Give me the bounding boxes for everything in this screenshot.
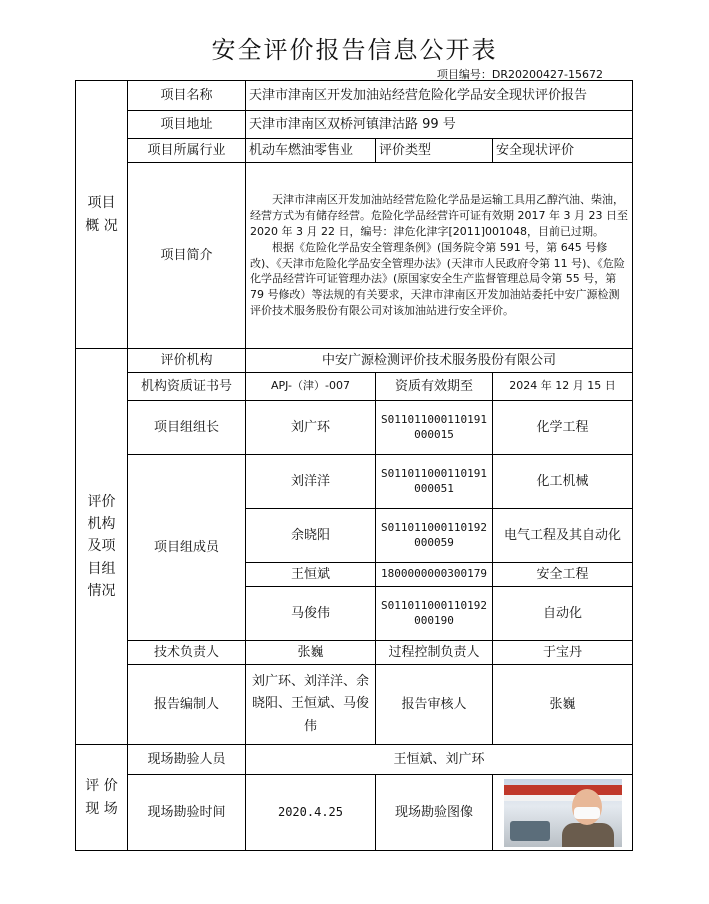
member-field: 自动化 bbox=[493, 587, 633, 641]
site-time-label: 现场勘验时间 bbox=[128, 775, 246, 851]
site-time-value: 2020.4.25 bbox=[246, 775, 376, 851]
site-image-label: 现场勘验图像 bbox=[376, 775, 493, 851]
section-overview-label: 项目 概 况 bbox=[76, 81, 128, 349]
cert-number-value: APJ-（津）-007 bbox=[246, 373, 376, 401]
project-address-value: 天津市津南区双桥河镇津沽路 99 号 bbox=[246, 111, 633, 139]
photo-person-mask bbox=[574, 807, 600, 819]
site-inspection-photo bbox=[504, 779, 622, 847]
team-leader-label: 项目组组长 bbox=[128, 401, 246, 455]
disclosure-table bbox=[75, 80, 633, 851]
project-intro-text bbox=[246, 163, 633, 349]
cert-valid-label: 资质有效期至 bbox=[376, 373, 493, 401]
site-inspectors-value: 王恒斌、刘广环 bbox=[246, 745, 633, 775]
member-name: 刘洋洋 bbox=[246, 455, 376, 509]
project-name-value: 天津市津南区开发加油站经营危险化学品安全现状评价报告 bbox=[246, 81, 633, 111]
tech-lead-label: 技术负责人 bbox=[128, 641, 246, 665]
member-field: 化工机械 bbox=[493, 455, 633, 509]
member-code: S011011000110191000051 bbox=[376, 455, 493, 509]
photo-canopy bbox=[504, 795, 622, 801]
cert-valid-value: 2024 年 12 月 15 日 bbox=[493, 373, 633, 401]
photo-car bbox=[510, 821, 550, 841]
site-photo-cell bbox=[493, 775, 633, 851]
project-intro-label: 项目简介 bbox=[128, 163, 246, 349]
member-code: 1800000000300179 bbox=[376, 563, 493, 587]
document-title: 安全评价报告信息公开表 bbox=[211, 36, 498, 64]
site-inspectors-label: 现场勘验人员 bbox=[128, 745, 246, 775]
project-industry-value: 机动车燃油零售业 bbox=[246, 139, 376, 163]
project-number: 项目编号：DR20200427-15672 bbox=[436, 68, 603, 81]
compiler-value: 刘广环、刘洋洋、余晓阳、王恒斌、马俊伟 bbox=[246, 665, 376, 745]
project-industry-label: 项目所属行业 bbox=[128, 139, 246, 163]
section-org-label: 评价 机构 及项 目组 情况 bbox=[76, 349, 128, 745]
member-field: 电气工程及其自动化 bbox=[493, 509, 633, 563]
member-code: S011011000110192000190 bbox=[376, 587, 493, 641]
eval-org-label: 评价机构 bbox=[128, 349, 246, 373]
team-leader-name: 刘广环 bbox=[246, 401, 376, 455]
intro-paragraph-2: 根据《危险化学品安全管理条例》(国务院令第 591 号，第 645 号修改)、《天津市危险化学品安全管理办法》(天津市人民政府令第 11 号)、《危险化学品经营许可证管理办法》(原国家安全生产监督管理总局令第 55 号，第 79 号修改）等法规的有关要求，天津市津南区开发加油站委托中安广源检测评价技术服务股份有限公司对该加油站进行安全评价。 bbox=[250, 240, 625, 318]
photo-person-body bbox=[562, 823, 614, 847]
tech-lead-value: 张巍 bbox=[246, 641, 376, 665]
eval-org-value: 中安广源检测评价技术服务股份有限公司 bbox=[246, 349, 633, 373]
project-name-label: 项目名称 bbox=[128, 81, 246, 111]
team-leader-field: 化学工程 bbox=[493, 401, 633, 455]
eval-type-label: 评价类型 bbox=[376, 139, 493, 163]
member-name: 余晓阳 bbox=[246, 509, 376, 563]
team-members-label: 项目组成员 bbox=[128, 455, 246, 641]
reviewer-value: 张巍 bbox=[493, 665, 633, 745]
member-field: 安全工程 bbox=[493, 563, 633, 587]
project-address-label: 项目地址 bbox=[128, 111, 246, 139]
intro-paragraph-1: 天津市津南区开发加油站经营危险化学品是运输工具用乙醇汽油、柴油，经营方式为有储存经营。危险化学品经营许可证有效期 2017 年 3 月 23 日至 2020 年 3 月 22 日，编号：津危化津字[2011]001048，目前已过期。 bbox=[250, 192, 628, 238]
process-lead-value: 于宝丹 bbox=[493, 641, 633, 665]
eval-type-value: 安全现状评价 bbox=[493, 139, 633, 163]
photo-banner bbox=[504, 785, 622, 795]
reviewer-label: 报告审核人 bbox=[376, 665, 493, 745]
process-lead-label: 过程控制负责人 bbox=[376, 641, 493, 665]
cert-number-label: 机构资质证书号 bbox=[128, 373, 246, 401]
compiler-label: 报告编制人 bbox=[128, 665, 246, 745]
member-code: S011011000110192000059 bbox=[376, 509, 493, 563]
team-leader-code: S011011000110191000015 bbox=[376, 401, 493, 455]
member-name: 王恒斌 bbox=[246, 563, 376, 587]
section-site-label: 评 价 现 场 bbox=[76, 745, 128, 851]
member-name: 马俊伟 bbox=[246, 587, 376, 641]
